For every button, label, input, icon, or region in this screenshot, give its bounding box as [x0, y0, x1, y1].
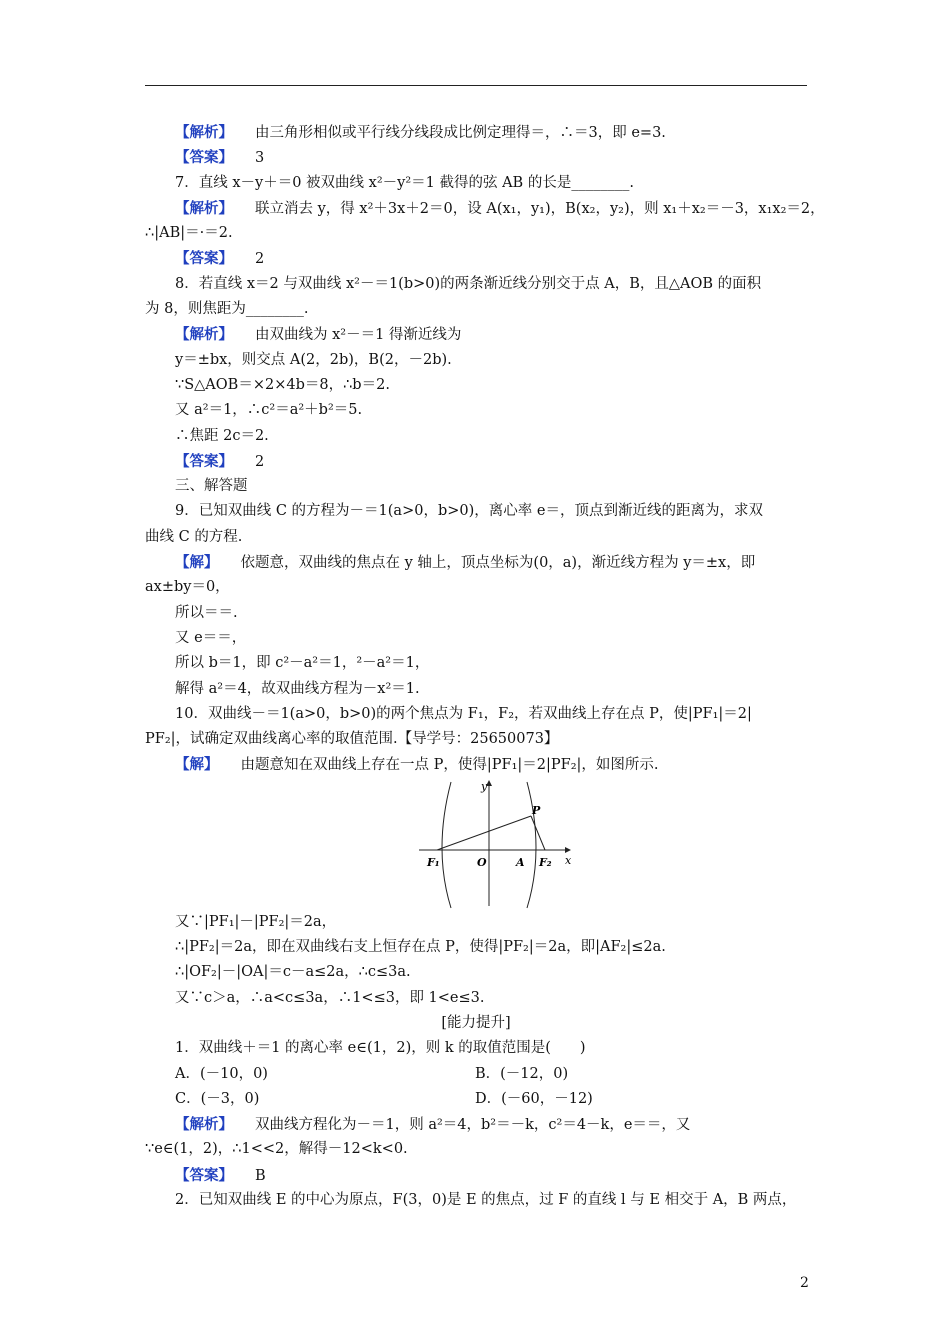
- text-line: ∴焦距 2c＝2.: [175, 427, 269, 444]
- option-right: B．(－12，0): [475, 1065, 569, 1082]
- section-tag: 【解】: [175, 554, 219, 572]
- section-heading: [能力提升]: [441, 1014, 511, 1031]
- line-text: 由双曲线为 x²－＝1 得渐近线为: [255, 327, 462, 344]
- answer-line: [145, 246, 807, 271]
- origin-label: O: [477, 855, 487, 869]
- text-line: PF₂|，试确定双曲线离心率的取值范围.【导学号：25650073】: [145, 731, 559, 748]
- text-line: 曲线 C 的方程.: [145, 528, 243, 545]
- section-tag: 【解析】: [175, 124, 233, 141]
- text-line: 10．双曲线－＝1(a>0，b>0)的两个焦点为 F₁，F₂，若双曲线上存在点 P，使|PF₁|＝2|: [175, 705, 752, 722]
- text-line: 为 8，则焦距为________.: [145, 301, 309, 318]
- text-line: 8．若直线 x＝2 与双曲线 x²－＝1(b>0)的两条渐近线分别交于点 A，B，且△AOB 的面积: [175, 275, 762, 292]
- line-text: B: [255, 1167, 266, 1184]
- point-p-label: P: [532, 803, 541, 817]
- text-line: 9．已知双曲线 C 的方程为－＝1(a>0，b>0)，离心率 e＝，顶点到渐近线的距离为，求双: [175, 503, 763, 520]
- section-tag: 【解析】: [175, 1116, 233, 1134]
- section-tag: 【答案】: [175, 149, 233, 167]
- line-text: 联立消去 y，得 x²＋3x＋2＝0，设 A(x₁，y₁)，B(x₂，y₂)，则 x₁＋x₂＝－3，x₁x₂＝2，: [255, 200, 825, 217]
- answer-line: [145, 196, 825, 221]
- text-line: ∴|AB|＝·＝2.: [145, 225, 233, 242]
- choice-options: [145, 1062, 807, 1087]
- answer-line: [145, 145, 807, 170]
- option-left: A．(－10，0): [175, 1065, 268, 1082]
- answer-line: [145, 1112, 807, 1137]
- page-number: 2: [800, 1275, 809, 1291]
- document-body: [145, 120, 825, 1213]
- choice-options: [145, 1087, 807, 1112]
- section-tag: 【答案】: [175, 452, 233, 470]
- vertex-a-label: A: [516, 855, 525, 869]
- hyperbola-figure: [145, 778, 807, 910]
- text-line: 所以 b＝1，即 c²－a²＝1，²－a²＝1，: [175, 655, 430, 672]
- focus-f1-label: F₁: [427, 855, 440, 869]
- hyperbola-diagram: [415, 778, 575, 910]
- section-tag: 【答案】: [175, 1166, 233, 1184]
- option-left: C．(－3，0): [175, 1090, 260, 1107]
- text-line: 又∵|PF₁|－|PF₂|＝2a，: [175, 913, 337, 930]
- answer-line: [145, 322, 807, 347]
- line-text: 由三角形相似或平行线分线段成比例定理得＝，∴＝3，即 e=3.: [255, 125, 666, 141]
- line-text: 由题意知在双曲线上存在一点 P，使得|PF₁|＝2|PF₂|，如图所示.: [240, 757, 659, 774]
- section-tag: 【解析】: [175, 326, 233, 344]
- text-line: ∴|PF₂|＝2a，即在双曲线右支上恒存在点 P，使得|PF₂|＝2a，即|AF₂|≤2a.: [175, 939, 666, 956]
- text-line: y＝±bx，则交点 A(2，2b)，B(2，－2b).: [175, 351, 452, 368]
- text-line: 又∵c＞a，∴a<c≤3a，∴1<≤3，即 1<e≤3.: [175, 989, 485, 1006]
- section-tag: 【解析】: [175, 199, 233, 217]
- line-text: 双曲线方程化为－＝1，则 a²＝4，b²＝－k，c²＝4－k，e＝＝，又: [255, 1117, 691, 1134]
- y-axis-label: y: [481, 779, 488, 793]
- text-line: 所以＝＝.: [175, 604, 238, 621]
- section-tag: 【解】: [175, 756, 219, 774]
- answer-line: [145, 550, 807, 575]
- text-line: 三、解答题: [175, 478, 248, 495]
- text-line: ax±by＝0，: [145, 579, 230, 596]
- answer-line: [145, 120, 807, 145]
- line-text: 依题意，双曲线的焦点在 y 轴上，顶点坐标为(0，a)，渐近线方程为 y＝±x，即: [240, 555, 756, 572]
- header-rule: [145, 85, 807, 86]
- text-line: 解得 a²＝4，故双曲线方程为－x²＝1.: [175, 680, 420, 697]
- answer-line: [145, 449, 807, 474]
- text-line: 2．已知双曲线 E 的中心为原点，F(3，0)是 E 的焦点，过 F 的直线 l 与 E 相交于 A，B 两点，: [175, 1191, 797, 1208]
- text-line: 又 e＝＝，: [175, 629, 247, 646]
- answer-line: [145, 1163, 807, 1188]
- answer-line: [145, 752, 807, 777]
- text-line: 又 a²＝1，∴c²＝a²＋b²＝5.: [175, 402, 363, 419]
- text-line: 7．直线 x－y＋＝0 被双曲线 x²－y²＝1 截得的弦 AB 的长是________.: [175, 174, 634, 191]
- text-line: ∴|OF₂|－|OA|＝c－a≤2a，∴c≤3a.: [175, 964, 411, 981]
- line-text: 2: [255, 251, 265, 268]
- section-tag: 【答案】: [175, 250, 233, 268]
- text-line: ∵e∈(1，2)，∴1<<2，解得－12<k<0.: [145, 1141, 408, 1158]
- line-text: 3: [255, 150, 265, 167]
- x-axis-label: x: [565, 853, 572, 867]
- line-text: 2: [255, 453, 265, 470]
- text-line: ∵S△AOB＝×2×4b＝8，∴b＝2.: [175, 376, 390, 393]
- text-line: 1．双曲线＋＝1 的离心率 e∈(1，2)，则 k 的取值范围是( ): [175, 1040, 586, 1057]
- focus-f2-label: F₂: [539, 855, 552, 869]
- option-right: D．(－60，－12): [475, 1090, 593, 1107]
